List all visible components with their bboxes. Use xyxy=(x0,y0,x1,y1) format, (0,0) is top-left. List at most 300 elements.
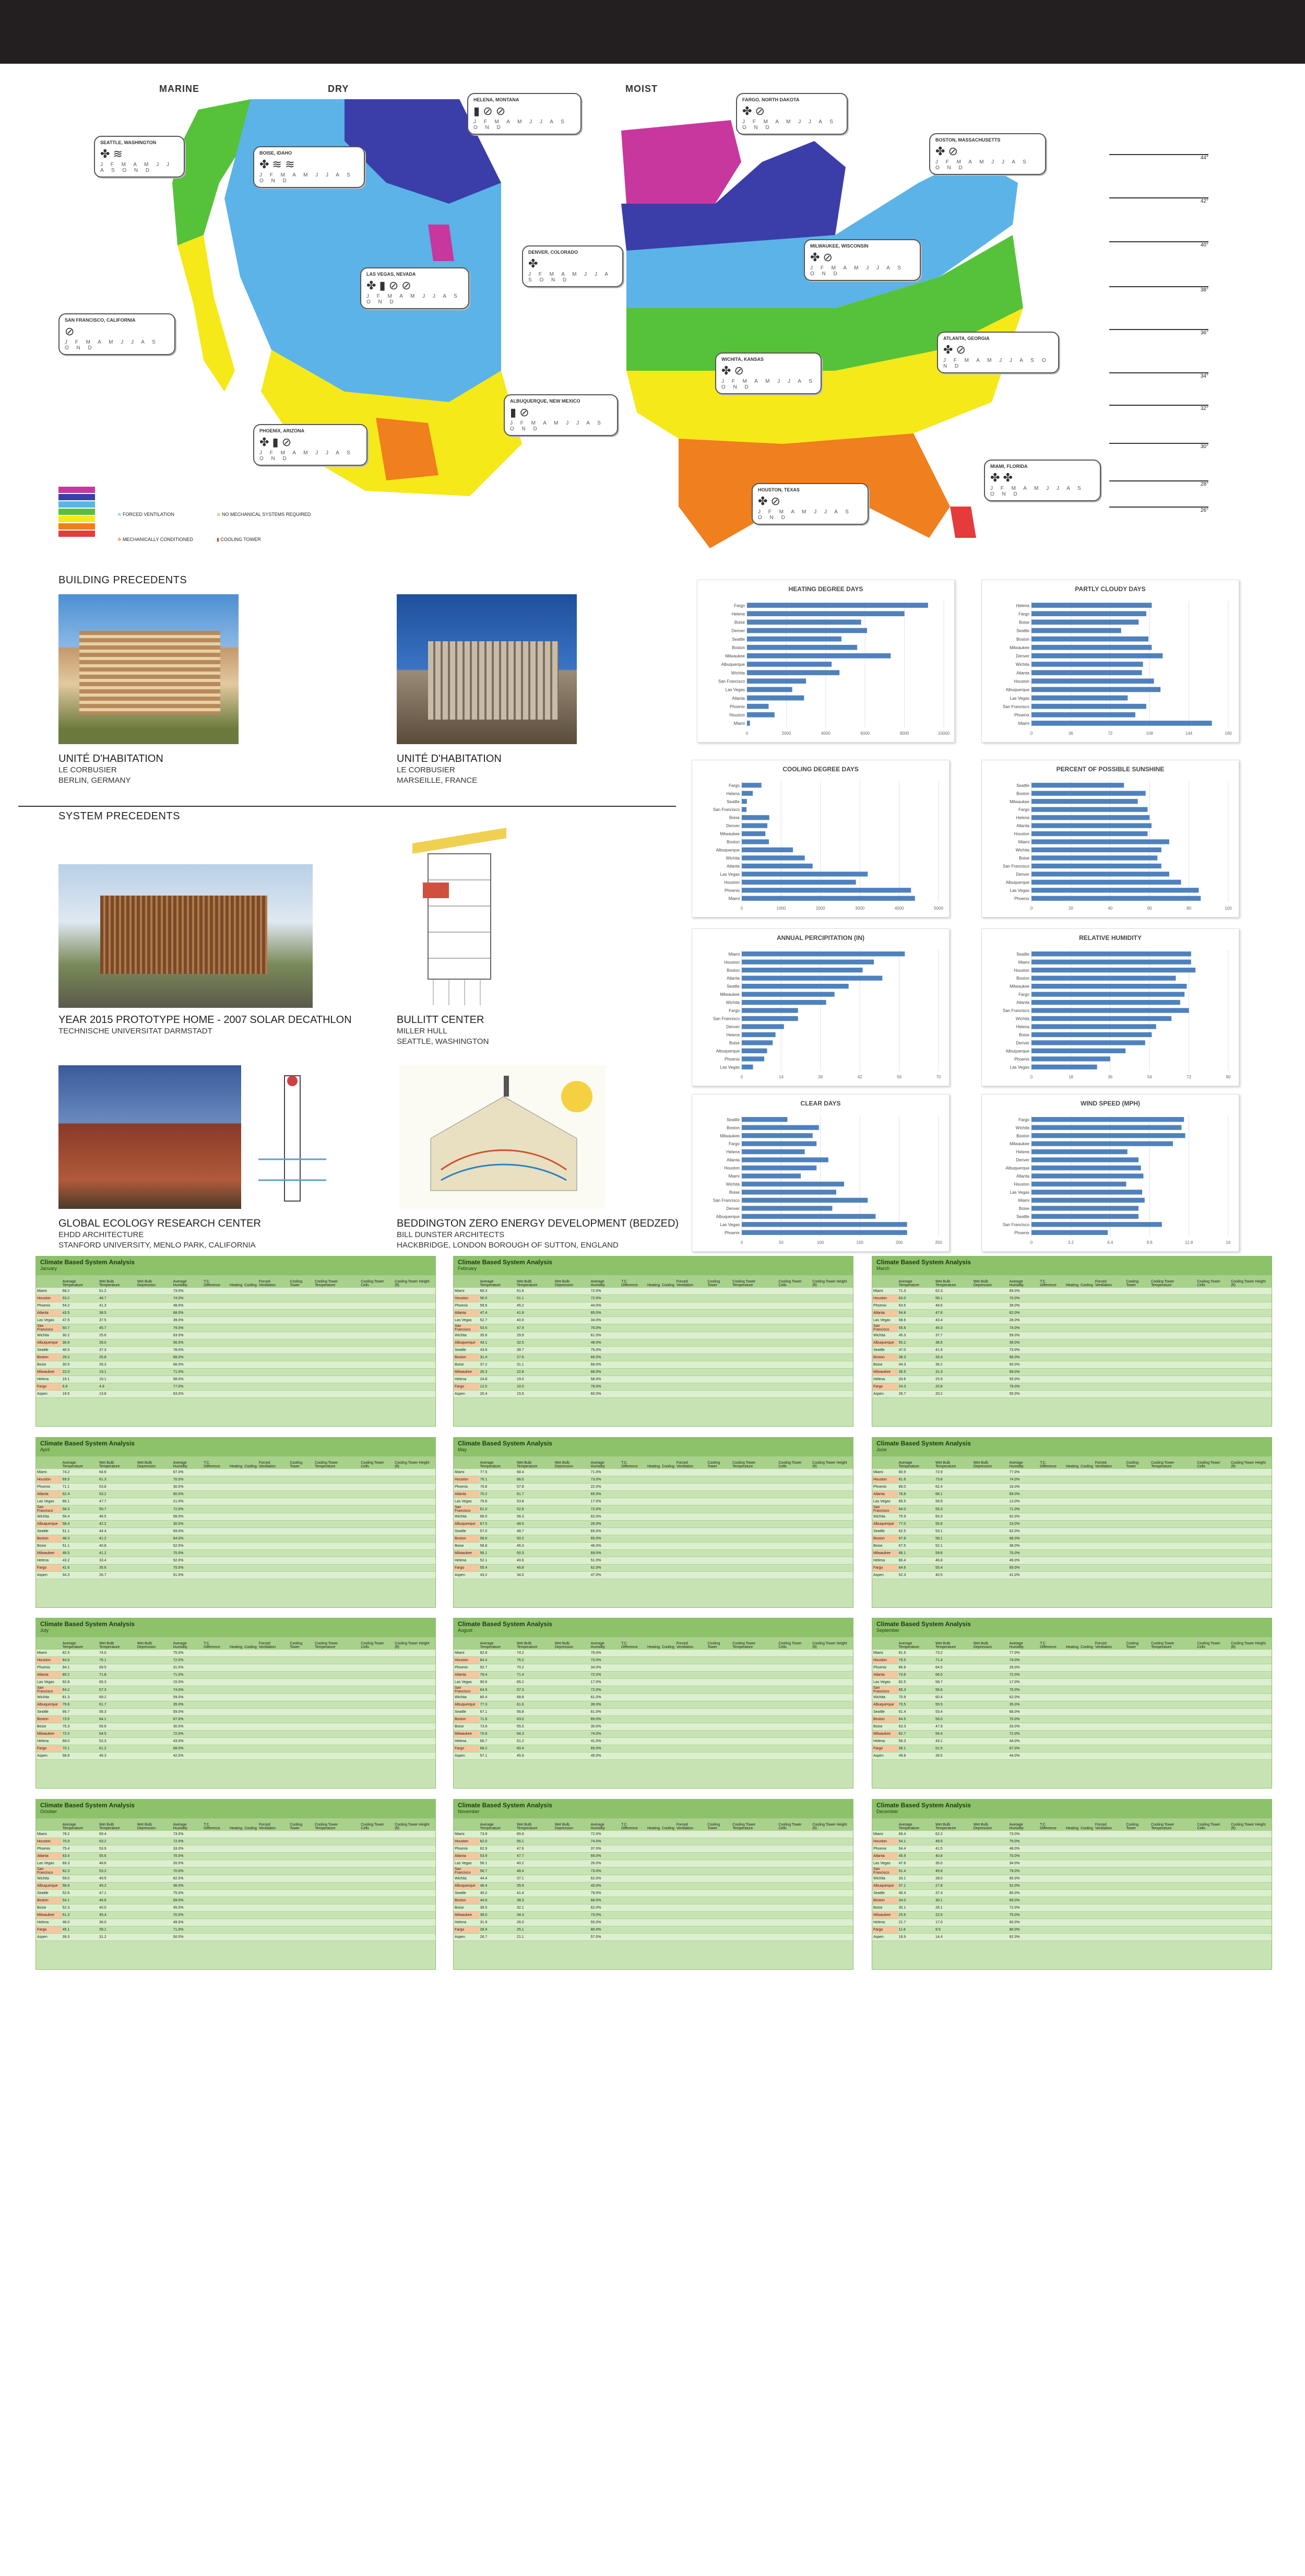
wet-bulb-cell: 35.6 xyxy=(98,1565,136,1572)
cell xyxy=(1150,1310,1196,1317)
x-tick-label: 100 xyxy=(1225,906,1232,911)
cell xyxy=(1196,1295,1230,1302)
city-cell: Albuquerque xyxy=(872,1521,898,1528)
cell xyxy=(811,1324,853,1332)
cell xyxy=(1230,1484,1272,1491)
humidity-cell: 71.0% xyxy=(172,1369,203,1376)
city-cell: San Francisco xyxy=(872,1867,898,1875)
temperature-cell: 52.3 xyxy=(898,1572,934,1579)
cell xyxy=(243,1657,258,1664)
city-cell: Fargo xyxy=(872,1926,898,1934)
cell xyxy=(646,1657,661,1664)
cell xyxy=(1150,1904,1196,1912)
wet-bulb-cell: 56.0 xyxy=(934,1716,972,1723)
cell xyxy=(360,1505,394,1513)
humidity-cell: 76.0% xyxy=(590,1324,620,1332)
table-row xyxy=(454,1484,853,1491)
table-row xyxy=(36,1469,435,1476)
city-cell: Helena xyxy=(454,1557,479,1565)
category-label: Helena xyxy=(726,791,740,796)
humidity-cell: 58.0% xyxy=(590,1376,620,1383)
cell xyxy=(289,1354,314,1361)
x-tick-label: 2000 xyxy=(815,906,825,911)
cell xyxy=(1230,1934,1272,1941)
cell xyxy=(706,1383,731,1391)
cell xyxy=(360,1694,394,1701)
wet-bulb-cell: 64.1 xyxy=(98,1716,136,1723)
column-header: Cooling Tower xyxy=(1125,1275,1150,1288)
cell xyxy=(554,1853,590,1860)
cell xyxy=(675,1565,707,1572)
column-header: Forced Ventilation xyxy=(675,1818,707,1831)
cell xyxy=(1230,1701,1272,1709)
humidity-cell: 48.0% xyxy=(590,1339,620,1347)
column-header xyxy=(36,1456,62,1469)
cell xyxy=(394,1557,435,1565)
cell xyxy=(675,1383,707,1391)
cell xyxy=(1230,1890,1272,1897)
cell xyxy=(136,1679,172,1686)
cell xyxy=(811,1845,853,1853)
cell xyxy=(1065,1505,1079,1513)
cell xyxy=(811,1376,853,1383)
temperature-cell: 37.1 xyxy=(898,1883,934,1890)
category-label: Fargo xyxy=(734,603,745,608)
temperature-cell: 21.7 xyxy=(898,1919,934,1926)
city-cell: Wichita xyxy=(36,1875,62,1883)
cell xyxy=(1065,1543,1079,1550)
cell xyxy=(258,1317,289,1324)
cell xyxy=(972,1904,1009,1912)
category-label: Boise xyxy=(729,1040,740,1045)
city-cell: Houston xyxy=(872,1838,898,1845)
cell xyxy=(777,1572,811,1579)
cell xyxy=(258,1686,289,1694)
x-tick-label: 12.8 xyxy=(1184,1240,1193,1245)
caption-line: BILL DUNSTER ARCHITECTS xyxy=(397,1230,505,1239)
table-row xyxy=(454,1657,853,1664)
cell xyxy=(731,1890,777,1897)
table-row xyxy=(872,1550,1272,1557)
bar xyxy=(742,975,882,980)
wet-bulb-cell: 39.5 xyxy=(934,1752,972,1760)
table-row xyxy=(872,1295,1272,1302)
humidity-cell: 75.0% xyxy=(172,1890,203,1897)
humidity-cell: 72.0% xyxy=(1009,1904,1039,1912)
wet-bulb-cell: 34.3 xyxy=(516,1912,554,1919)
temperature-cell: 62.7 xyxy=(898,1731,934,1738)
category-label: Albuquerque xyxy=(716,848,740,853)
wet-bulb-cell: 37.1 xyxy=(516,1875,554,1883)
cell xyxy=(972,1347,1009,1354)
cell xyxy=(1065,1897,1079,1904)
temperature-cell: 47.4 xyxy=(479,1310,516,1317)
cell xyxy=(554,1657,590,1664)
cell xyxy=(203,1934,229,1941)
cell xyxy=(777,1491,811,1498)
x-tick-label: 3000 xyxy=(855,906,865,911)
cell xyxy=(972,1310,1009,1317)
humidity-cell: 17.0% xyxy=(1009,1679,1039,1686)
cell xyxy=(777,1650,811,1657)
cell xyxy=(360,1295,394,1302)
wet-bulb-cell: 50.2 xyxy=(516,1535,554,1543)
city-cell: Wichita xyxy=(454,1332,479,1339)
temperature-cell: 44.4 xyxy=(479,1875,516,1883)
cell xyxy=(731,1860,777,1867)
cell xyxy=(1065,1295,1079,1302)
cell xyxy=(661,1745,675,1752)
cell xyxy=(203,1919,229,1926)
cell xyxy=(620,1679,646,1686)
cell xyxy=(811,1912,853,1919)
x-tick-label: 0 xyxy=(1030,906,1033,911)
callout-san-francisco xyxy=(58,313,175,355)
city-cell: San Francisco xyxy=(36,1867,62,1875)
cell xyxy=(258,1354,289,1361)
temperature-cell: 50.2 xyxy=(898,1339,934,1347)
wet-bulb-cell: 40.5 xyxy=(934,1572,972,1579)
cell xyxy=(1039,1657,1065,1664)
cell xyxy=(1150,1731,1196,1738)
fan-icon: ✤ xyxy=(117,537,123,542)
column-header: T.C. Difference xyxy=(1039,1818,1065,1831)
city-cell: Fargo xyxy=(454,1926,479,1934)
humidity-cell: 68.0% xyxy=(590,1369,620,1376)
column-header: Cooling Tower Temperature xyxy=(1150,1818,1196,1831)
humidity-cell: 70.0% xyxy=(1009,1686,1039,1694)
table-row xyxy=(454,1934,853,1941)
city-cell: Boston xyxy=(454,1716,479,1723)
wet-bulb-cell: 69.4 xyxy=(98,1831,136,1838)
table-row xyxy=(454,1557,853,1565)
cell xyxy=(289,1926,314,1934)
bar xyxy=(747,721,750,726)
cell xyxy=(360,1339,394,1347)
cell xyxy=(972,1650,1009,1657)
cell xyxy=(229,1369,243,1376)
cell xyxy=(731,1528,777,1535)
temperature-cell: 47.5 xyxy=(62,1317,98,1324)
cell xyxy=(554,1686,590,1694)
table-row xyxy=(872,1716,1272,1723)
wet-bulb-cell: 48.4 xyxy=(516,1867,554,1875)
x-tick-label: 80 xyxy=(1187,906,1192,911)
table-header xyxy=(454,1256,853,1275)
cell xyxy=(706,1853,731,1860)
wet-bulb-cell: 45.7 xyxy=(98,1324,136,1332)
cell xyxy=(1150,1657,1196,1664)
column-header: Cooling xyxy=(1079,1637,1094,1650)
table-grid xyxy=(454,1637,853,1760)
cell xyxy=(972,1469,1009,1476)
cell xyxy=(394,1505,435,1513)
cell xyxy=(1079,1469,1094,1476)
table-row xyxy=(36,1369,435,1376)
cell xyxy=(229,1904,243,1912)
cell xyxy=(620,1926,646,1934)
cell xyxy=(811,1557,853,1565)
bar xyxy=(1031,855,1157,860)
humidity-cell: 79.0% xyxy=(172,1324,203,1332)
cell xyxy=(136,1926,172,1934)
cell xyxy=(620,1498,646,1505)
cell xyxy=(314,1679,360,1686)
chart-title: RELATIVE HUMIDITY xyxy=(1079,934,1142,942)
wet-bulb-cell: 48.7 xyxy=(98,1295,136,1302)
cell xyxy=(258,1324,289,1332)
cell xyxy=(1094,1361,1125,1369)
table-month: September xyxy=(876,1628,900,1633)
bar xyxy=(1031,619,1138,625)
cell xyxy=(314,1919,360,1926)
wet-bulb-cell: 51.2 xyxy=(516,1738,554,1745)
cell xyxy=(646,1535,661,1543)
cell xyxy=(289,1752,314,1760)
temperature-cell: 67.8 xyxy=(898,1535,934,1543)
city-cell: Boise xyxy=(454,1361,479,1369)
category-label: Wichita xyxy=(1015,1125,1029,1131)
table-row xyxy=(872,1572,1272,1579)
temperature-cell: 63.4 xyxy=(62,1853,98,1860)
cell xyxy=(243,1853,258,1860)
cell xyxy=(1150,1709,1196,1716)
cell xyxy=(706,1686,731,1694)
cell xyxy=(554,1332,590,1339)
humidity-cell: 60.0% xyxy=(1009,1919,1039,1926)
table-row xyxy=(454,1521,853,1528)
wet-bulb-cell: 52.8 xyxy=(516,1505,554,1513)
cell xyxy=(1230,1535,1272,1543)
cell xyxy=(620,1317,646,1324)
cell xyxy=(675,1860,707,1867)
cell xyxy=(646,1391,661,1398)
cell xyxy=(1094,1498,1125,1505)
table-grid xyxy=(872,1275,1272,1398)
temperature-cell: 58.4 xyxy=(62,1521,98,1528)
cell xyxy=(258,1469,289,1476)
humidity-cell: 77.0% xyxy=(172,1383,203,1391)
cell xyxy=(706,1521,731,1528)
humidity-cell: 44.0% xyxy=(590,1302,620,1310)
category-label: Wichita xyxy=(1015,848,1029,853)
cell xyxy=(258,1361,289,1369)
wet-bulb-cell: 47.6 xyxy=(934,1310,972,1317)
temperature-cell: 75.9 xyxy=(898,1513,934,1521)
bar xyxy=(742,1222,907,1227)
column-header: Average Temperature xyxy=(479,1818,516,1831)
cell xyxy=(620,1295,646,1302)
cell xyxy=(706,1831,731,1838)
cell xyxy=(258,1672,289,1679)
cell xyxy=(1150,1376,1196,1383)
cell xyxy=(731,1491,777,1498)
column-header: Cooling xyxy=(661,1275,675,1288)
wet-bulb-cell: 56.3 xyxy=(516,1513,554,1521)
column-header: Heating xyxy=(1065,1456,1079,1469)
city-cell: Aspen xyxy=(36,1572,62,1579)
category-label: Boise xyxy=(729,1190,740,1195)
temperature-cell: 20.4 xyxy=(479,1391,516,1398)
cell xyxy=(731,1875,777,1883)
cell xyxy=(1065,1347,1079,1354)
table-row xyxy=(454,1904,853,1912)
cell xyxy=(360,1535,394,1543)
category-label: Atlanta xyxy=(727,864,740,869)
cell xyxy=(203,1469,229,1476)
cell xyxy=(1196,1339,1230,1347)
cell xyxy=(1094,1491,1125,1498)
temperature-cell: 55.6 xyxy=(898,1324,934,1332)
table-row xyxy=(36,1550,435,1557)
humidity-cell: 33.0% xyxy=(172,1845,203,1853)
cell xyxy=(1196,1867,1230,1875)
caption-line: MILLER HULL xyxy=(397,1027,447,1036)
table-row xyxy=(36,1897,435,1904)
wet-bulb-cell: 53.8 xyxy=(516,1498,554,1505)
cell xyxy=(1196,1543,1230,1550)
x-tick-label: 16 xyxy=(1226,1240,1231,1245)
cell xyxy=(1065,1752,1079,1760)
bar xyxy=(742,807,746,811)
table-row xyxy=(454,1572,853,1579)
cell xyxy=(972,1391,1009,1398)
cell xyxy=(136,1543,172,1550)
cell xyxy=(1125,1302,1150,1310)
cell xyxy=(731,1926,777,1934)
table-row xyxy=(454,1926,853,1934)
cell xyxy=(1079,1572,1094,1579)
cell xyxy=(289,1288,314,1295)
category-label: Helena xyxy=(1016,815,1029,820)
cell xyxy=(646,1572,661,1579)
cell xyxy=(706,1572,731,1579)
cell xyxy=(646,1505,661,1513)
temperature-cell: 66.0 xyxy=(479,1513,516,1521)
cell xyxy=(203,1926,229,1934)
cell xyxy=(554,1926,590,1934)
bar xyxy=(742,896,915,901)
cell xyxy=(203,1838,229,1845)
cell xyxy=(620,1694,646,1701)
cell xyxy=(731,1745,777,1752)
cell xyxy=(1230,1838,1272,1845)
cell xyxy=(661,1491,675,1498)
cell xyxy=(675,1324,707,1332)
city-cell: Atlanta xyxy=(872,1853,898,1860)
cell xyxy=(1039,1860,1065,1867)
cell xyxy=(675,1853,707,1860)
cell xyxy=(136,1369,172,1376)
cell xyxy=(1094,1853,1125,1860)
city-cell: Las Vegas xyxy=(36,1317,62,1324)
humidity-cell: 80.0% xyxy=(1009,1890,1039,1897)
legend-swatch xyxy=(58,487,95,493)
cell xyxy=(675,1919,707,1926)
cell xyxy=(1065,1672,1079,1679)
table-row xyxy=(454,1650,853,1657)
cell xyxy=(258,1650,289,1657)
cell xyxy=(243,1383,258,1391)
column-header: Average Humidity xyxy=(1009,1275,1039,1288)
cell xyxy=(258,1657,289,1664)
humidity-cell: 77.0% xyxy=(1009,1650,1039,1657)
cell xyxy=(1094,1883,1125,1890)
cell xyxy=(1125,1288,1150,1295)
cell xyxy=(811,1694,853,1701)
cell xyxy=(1065,1686,1079,1694)
cell xyxy=(243,1716,258,1723)
cell xyxy=(1039,1521,1065,1528)
cell xyxy=(1039,1543,1065,1550)
cell xyxy=(1150,1369,1196,1376)
cell xyxy=(675,1657,707,1664)
cell xyxy=(620,1701,646,1709)
cell xyxy=(777,1745,811,1752)
cell xyxy=(394,1890,435,1897)
cell xyxy=(1079,1838,1094,1845)
bar xyxy=(742,864,813,868)
table-row xyxy=(454,1701,853,1709)
category-label: Albuquerque xyxy=(1005,880,1029,885)
cell xyxy=(661,1650,675,1657)
cell xyxy=(972,1505,1009,1513)
cell xyxy=(314,1752,360,1760)
cell xyxy=(360,1550,394,1557)
cell xyxy=(1125,1716,1150,1723)
month-letters: J F M A M J J A S O N D xyxy=(810,265,904,277)
column-header: T.C. Difference xyxy=(203,1456,229,1469)
cell xyxy=(1079,1723,1094,1731)
temperature-cell: 45.9 xyxy=(898,1853,934,1860)
cell xyxy=(1039,1912,1065,1919)
humidity-cell: 70.0% xyxy=(1009,1550,1039,1557)
city-cell: Phoenix xyxy=(36,1302,62,1310)
wet-bulb-cell: 55.5 xyxy=(516,1723,554,1731)
cell xyxy=(731,1288,777,1295)
city-cell: Atlanta xyxy=(454,1853,479,1860)
cell xyxy=(394,1752,435,1760)
cell xyxy=(811,1650,853,1657)
city-cell: Atlanta xyxy=(872,1310,898,1317)
cell xyxy=(1039,1332,1065,1339)
cell xyxy=(1079,1295,1094,1302)
temperature-cell: 40.5 xyxy=(62,1347,98,1354)
city-cell: Miami xyxy=(454,1288,479,1295)
table-row xyxy=(872,1469,1272,1476)
cell xyxy=(360,1701,394,1709)
cell xyxy=(620,1491,646,1498)
cell xyxy=(1039,1354,1065,1361)
cell xyxy=(661,1317,675,1324)
column-header: Wet Bulb Depression xyxy=(972,1456,1009,1469)
city-cell: Helena xyxy=(872,1738,898,1745)
temperature-cell: 43.1 xyxy=(479,1339,516,1347)
cell xyxy=(203,1875,229,1883)
cell xyxy=(777,1752,811,1760)
map-zone-subarctic-east xyxy=(621,120,741,204)
cell xyxy=(972,1890,1009,1897)
cell xyxy=(777,1535,811,1543)
cell xyxy=(243,1672,258,1679)
cell xyxy=(289,1528,314,1535)
cell xyxy=(811,1339,853,1347)
cell xyxy=(1065,1302,1079,1310)
cell xyxy=(360,1513,394,1521)
cell xyxy=(554,1875,590,1883)
humidity-cell: 72.0% xyxy=(172,1731,203,1738)
city-cell: San Francisco xyxy=(454,1324,479,1332)
